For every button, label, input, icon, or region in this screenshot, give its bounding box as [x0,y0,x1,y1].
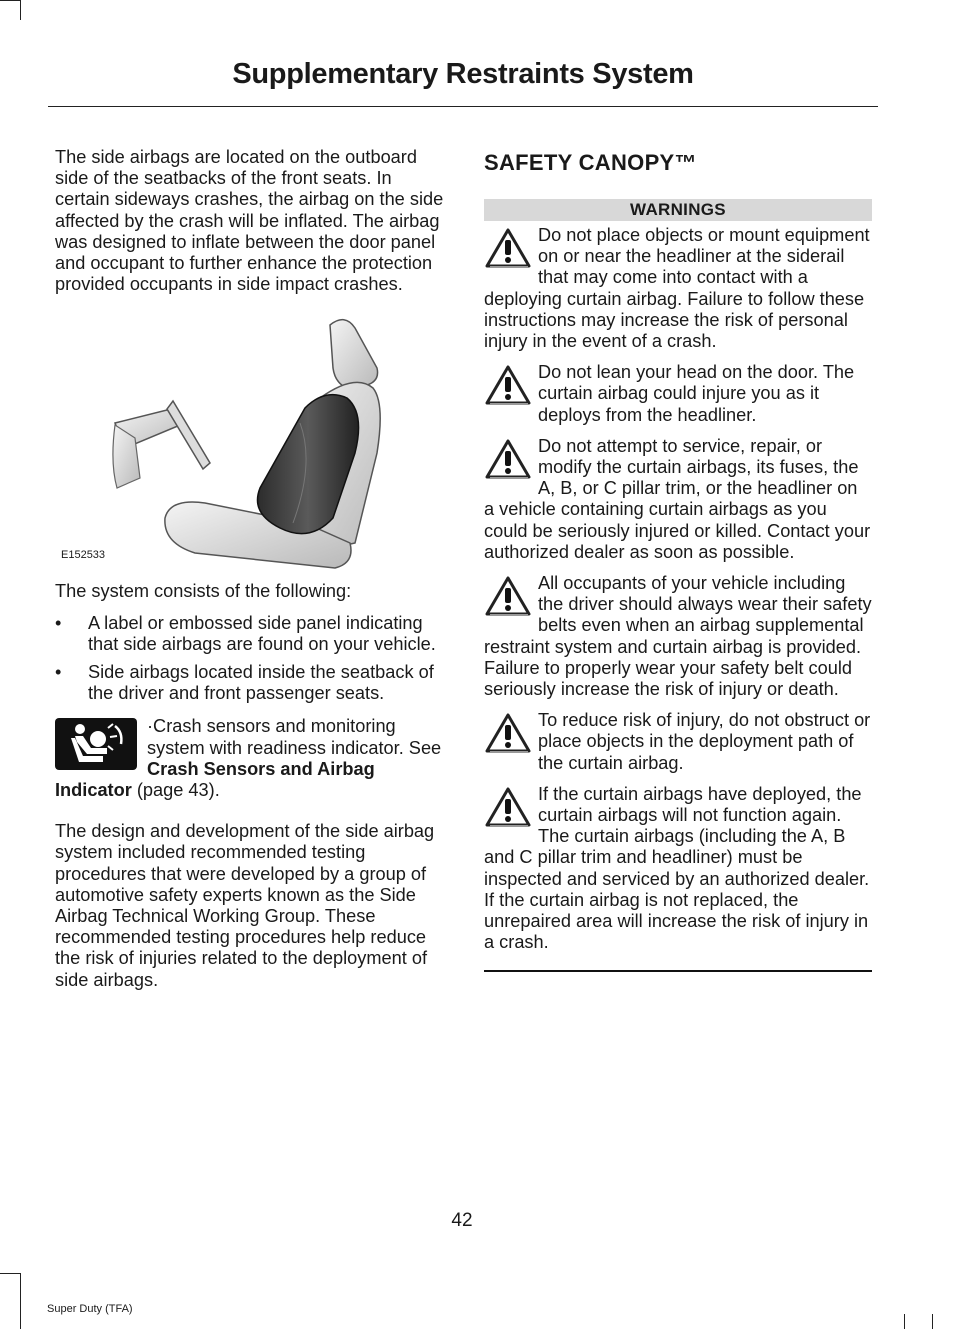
warning-text: All occupants of your vehicle including the driver should always wear their safety belts even when an airbag supplemental restraint system and curtain airbag is provided. Failure to properly wear your safety belt could seriously increase the risk of injury or death. [484,573,872,700]
list-item-text: A label or embossed side panel indicating that side airbags are found on your vehicle. [88,612,436,654]
warning-triangle-icon [484,786,532,828]
crop-mark [904,1314,905,1329]
bullet: • [55,662,62,683]
warning-triangle-icon [484,227,532,269]
crop-mark [0,0,20,1]
warning-item [484,710,872,774]
figure-code: E152533 [61,549,106,562]
warning-triangle-icon [484,712,532,754]
seat-airbag-illustration [55,313,445,573]
design-paragraph: The design and development of the side airbag system included recommended testing procedures that were developed by a group of automotive safety experts known as the Side Airbag Technical Working Group. These recommended testing procedures help reduce the risk of injuries related to the deployment of side airbags. [55,821,435,990]
warning-item [484,225,872,352]
warnings-list [484,225,872,954]
warning-triangle-icon [484,438,532,480]
warning-triangle-icon [484,575,532,617]
warning-text: If the curtain airbags have deployed, the curtain airbags will not function again. The curtain airbags (including the A, B and C pillar trim and headliner) must be inspected and serviced by an authorized dealer. If the curtain airbag is not replaced, the unrepaired area will increase the risk of injury in a crash. [484,783,870,953]
warning-text: Do not lean your head on the door. The curtain airbag could injure you as it deploys from the headliner. [538,362,855,425]
crop-mark [932,1314,933,1329]
list-item-text: Side airbags located inside the seatback of the driver and front passenger seats. [88,662,434,704]
bullet: • [55,612,62,633]
crash-sensors-link[interactable]: Crash Sensors and Airbag Indicator [55,758,375,801]
warning-item [484,436,872,563]
airbag-indicator-note [55,716,445,801]
right-column [484,147,872,972]
airbag-warning-indicator-icon [55,718,137,770]
crop-mark [20,0,21,20]
left-column [55,147,445,991]
footer-label: Super Duty (TFA) [47,1303,133,1315]
warning-item [484,362,872,426]
page-number: 42 [451,1210,473,1231]
side-airbag-intro: The side airbags are located on the outboard side of the seatbacks of the front seats. In certain sideways crashes, the airbag on the side affected by the crash will be inflated. The airbag was designed to inflate between the door panel and occupant to further enhance the protection provided occupants in side impact crashes. [55,147,444,295]
side-airbag-figure [55,313,445,573]
warning-text: To reduce risk of injury, do not obstruct or place objects in the deployment path of the curtain airbag. [538,710,871,773]
warning-triangle-icon [484,364,532,406]
system-intro: The system consists of the following: [55,581,352,602]
system-component-list [55,613,445,705]
list-item [55,662,445,704]
warning-text: Do not attempt to service, repair, or modify the curtain airbags, its fuses, the A, B, or C pillar trim, or the headliner on a vehicle containing curtain airbags as you could be seriously injured or killed. Contact your authorized dealer as soon as possible. [484,435,871,562]
page-title: Supplementary Restraints System [232,58,694,90]
warning-item [484,573,872,700]
seated-person-airbag-icon [55,718,137,770]
crop-mark [20,1273,21,1329]
list-item [55,613,445,655]
title-divider [48,106,878,107]
indicator-text: ·Crash sensors and monitoring system with readiness indicator. See [147,716,442,758]
warning-item [484,784,872,954]
warnings-end-rule [484,970,872,972]
section-title: SAFETY CANOPY™ [484,150,697,175]
indicator-page-ref: (page 43). [131,780,220,801]
warning-text: Do not place objects or mount equipment on or near the headliner at the siderail that may come into contact with a deploying curtain airbag. Failure to follow these instructions may increase the risk of personal injury in the event of a crash. [484,225,870,352]
crop-mark [0,1273,20,1274]
warnings-header: WARNINGS [484,199,872,221]
